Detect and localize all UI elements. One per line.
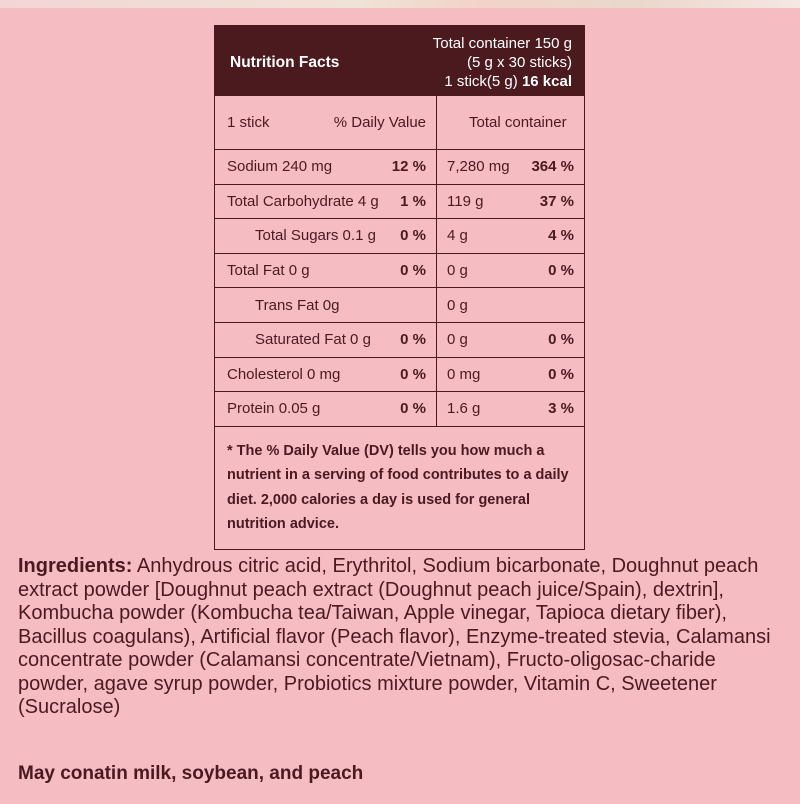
daily-value-footnote: * The % Daily Value (DV) tells you how much a nutrient in a serving of food contributes to a daily diet. 2,000 calories a day is used for general nutrition advice. xyxy=(215,426,584,549)
stick-serving-text: 1 stick(5 g) xyxy=(444,73,522,90)
nutrient-pct: 12 % xyxy=(391,158,426,176)
allergen-statement: May conatin milk, soybean, and peach xyxy=(18,763,364,784)
kcal-value: 16 kcal xyxy=(521,73,572,90)
serving-header: 1 stick xyxy=(227,114,270,131)
total-container-header: Total container xyxy=(469,114,567,131)
nutrient-total-amount: 0 g xyxy=(447,296,468,314)
nutrient-total-pct: 3 % xyxy=(548,400,574,418)
nutrient-label: Saturated Fat 0 g xyxy=(255,331,371,349)
nutrition-title: Nutrition Facts xyxy=(230,54,340,71)
nutrient-pct: 1 % xyxy=(400,192,426,210)
nutrient-total-pct: 4 % xyxy=(548,227,574,245)
nutrient-total-pct: 364 % xyxy=(531,158,574,176)
nutrient-label: Cholesterol 0 mg xyxy=(227,365,341,383)
nutrient-pct: 0 % xyxy=(400,331,426,349)
nutrient-row-trans-fat xyxy=(215,287,584,322)
nutrition-facts-panel xyxy=(214,25,585,550)
nutrient-row-sugars xyxy=(215,218,584,253)
nutrient-total-amount: 0 mg xyxy=(447,365,481,383)
nutrient-row-protein xyxy=(215,391,584,426)
nutrient-label: Sodium 240 mg xyxy=(227,158,333,176)
nutrient-label: Protein 0.05 g xyxy=(227,400,321,418)
nutrient-total-amount: 4 g xyxy=(447,227,468,245)
nutrient-pct: 0 % xyxy=(400,227,426,245)
nutrient-total-pct: 37 % xyxy=(539,192,574,210)
nutrient-label: Total Fat 0 g xyxy=(227,262,310,280)
nutrient-pct: 0 % xyxy=(400,262,426,280)
nutrient-total-amount: 1.6 g xyxy=(447,400,481,418)
daily-value-header: % Daily Value xyxy=(333,114,426,131)
ingredients-text xyxy=(18,555,788,720)
nutrient-row-carbohydrate xyxy=(215,184,584,219)
nutrient-total-amount: 0 g xyxy=(447,262,468,280)
nutrient-total-pct: 0 % xyxy=(548,365,574,383)
product-image-edge xyxy=(0,0,800,8)
stick-kcal-line xyxy=(433,72,572,91)
nutrient-label: Trans Fat 0g xyxy=(255,296,340,314)
sticks-line: (5 g x 30 sticks) xyxy=(466,54,572,71)
nutrient-total-amount: 7,280 mg xyxy=(447,158,510,176)
nutrient-row-sodium xyxy=(215,149,584,184)
total-container-line: Total container 150 g xyxy=(432,35,572,52)
container-totals xyxy=(433,34,572,91)
nutrient-pct: 0 % xyxy=(400,365,426,383)
nutrient-total-amount: 0 g xyxy=(447,331,468,349)
nutrient-total-amount: 119 g xyxy=(447,192,484,210)
ingredients-label: Ingredients: xyxy=(18,555,133,577)
nutrient-total-pct: 0 % xyxy=(548,262,574,280)
ingredients-list: Anhydrous citric acid, Erythritol, Sodium bicarbonate, Doughnut peach extract powder [Doughnut peach extract (Doughnut peach juice/Spain), dextrin], Kombucha powder (Kombucha tea/Taiwan, Apple vinegar, Tapioca dietary fiber), Bacillus coagulans), Artificial flavor (Peach flavor), Enzyme-treated stevia, Calamansi concentrate powder (Calamansi concentrate/Vietnam), Fructo-oligosac-charide powder, agave syrup powder, Probiotics mixture powder, Vitamin C, Sweetener (Sucralose) xyxy=(18,555,771,718)
column-header-row xyxy=(215,96,584,149)
nutrient-pct: 0 % xyxy=(400,400,426,418)
nutrient-total-pct: 0 % xyxy=(548,331,574,349)
nutrient-row-saturated-fat xyxy=(215,322,584,357)
nutrient-row-fat xyxy=(215,253,584,288)
nutrition-header xyxy=(215,26,584,96)
nutrient-label: Total Sugars 0.1 g xyxy=(255,227,376,245)
nutrient-row-cholesterol xyxy=(215,357,584,392)
nutrient-label: Total Carbohydrate 4 g xyxy=(227,192,379,210)
